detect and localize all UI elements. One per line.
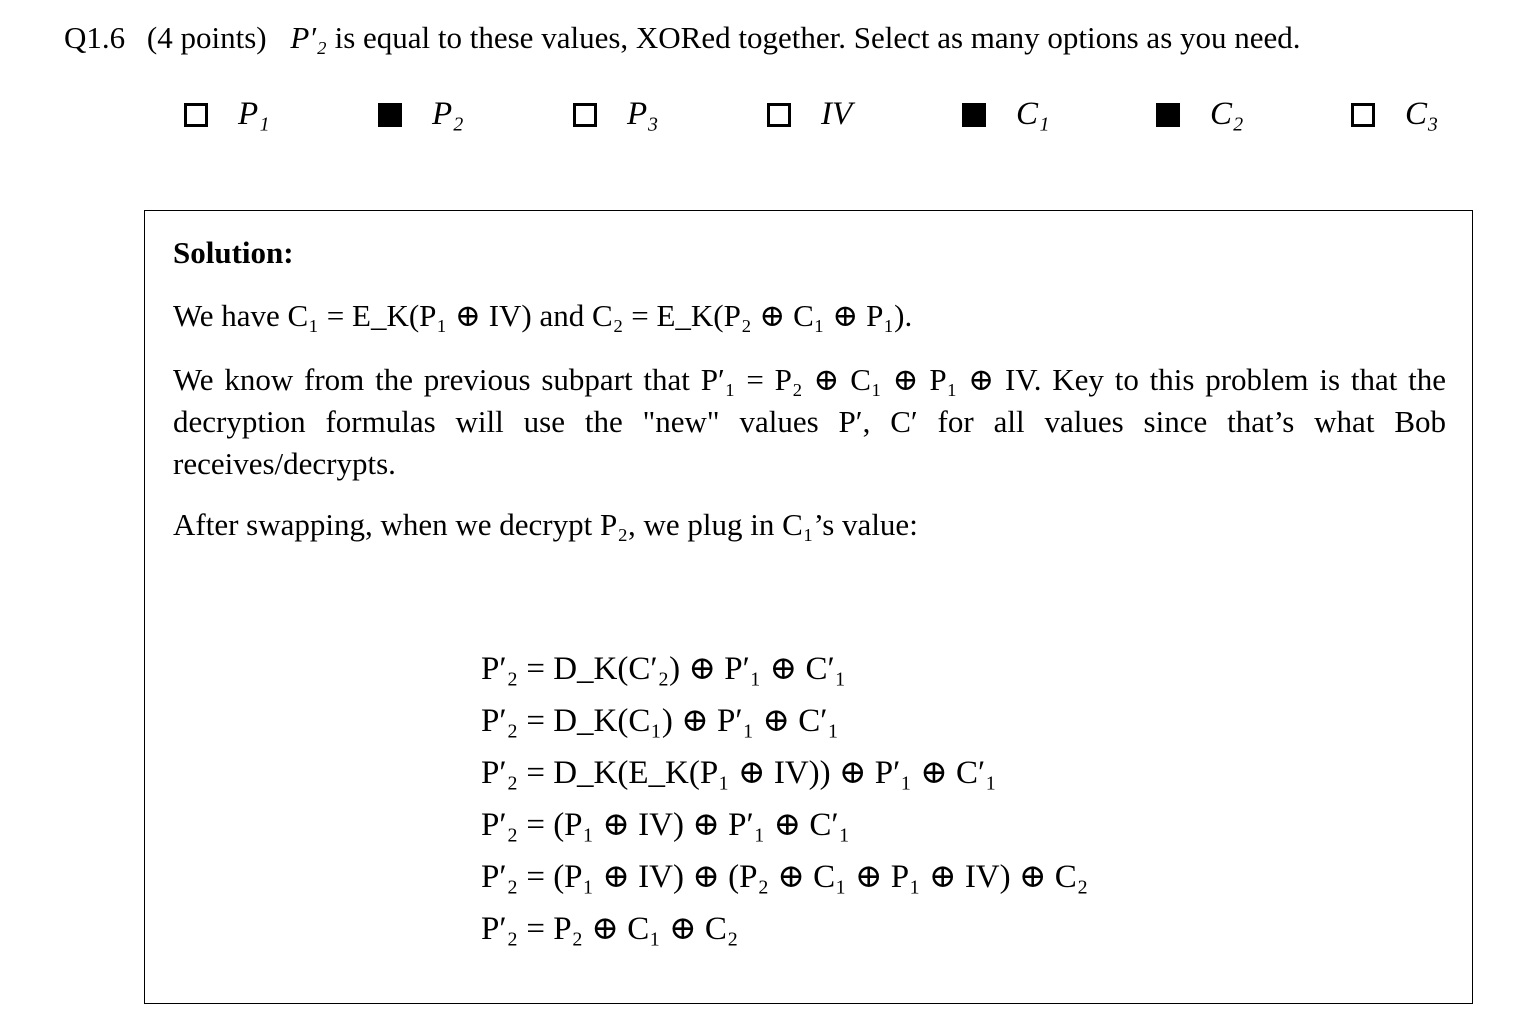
option-p3[interactable] <box>573 96 659 133</box>
option-label: IV <box>821 96 853 132</box>
checkbox-icon[interactable] <box>1351 103 1375 127</box>
option-p2[interactable] <box>378 96 464 133</box>
checkbox-checked-icon[interactable] <box>1156 103 1180 127</box>
question-header <box>64 14 1301 62</box>
option-p1[interactable] <box>184 96 270 133</box>
checkbox-icon[interactable] <box>767 103 791 127</box>
option-label: P₃ <box>627 96 659 132</box>
question-number: Q1.6 <box>64 20 126 55</box>
checkbox-checked-icon[interactable] <box>962 103 986 127</box>
equation-line: P′₂ = D_K(E_K(P₁ ⊕ IV)) ⊕ P′₁ ⊕ C′₁ <box>481 755 997 791</box>
solution-paragraph: We have C₁ = E_K(P₁ ⊕ IV) and C₂ = E_K(P₂ ⊕ C₁ ⊕ P₁). <box>173 298 913 333</box>
answer-options <box>0 96 1531 146</box>
solution-paragraph: After swapping, when we decrypt P₂, we plug in C₁’s value: <box>173 507 918 542</box>
question-subject: P′₂ <box>290 20 327 55</box>
equation-line: P′₂ = D_K(C′₂) ⊕ P′₁ ⊕ C′₁ <box>481 651 847 687</box>
solution-title: Solution: <box>173 235 294 270</box>
option-label: P₂ <box>432 96 464 132</box>
question-points: (4 points) <box>146 20 267 55</box>
option-label: P₁ <box>238 96 270 132</box>
checkbox-checked-icon[interactable] <box>378 103 402 127</box>
checkbox-icon[interactable] <box>184 103 208 127</box>
checkbox-icon[interactable] <box>573 103 597 127</box>
option-c2[interactable] <box>1156 96 1243 133</box>
option-label: C₃ <box>1405 96 1439 132</box>
equation-line: P′₂ = P₂ ⊕ C₁ ⊕ C₂ <box>481 911 739 947</box>
option-c3[interactable] <box>1351 96 1438 133</box>
option-label: C₁ <box>1016 96 1050 132</box>
question-prompt: is equal to these values, XORed together. Select as many options as you need. <box>334 20 1301 55</box>
option-label: C₂ <box>1210 96 1244 132</box>
equation-line: P′₂ = (P₁ ⊕ IV) ⊕ P′₁ ⊕ C′₁ <box>481 807 851 843</box>
equation-line: P′₂ = (P₁ ⊕ IV) ⊕ (P₂ ⊕ C₁ ⊕ P₁ ⊕ IV) ⊕ C₂ <box>481 859 1089 895</box>
solution-box <box>144 210 1473 1004</box>
option-c1[interactable] <box>962 96 1049 133</box>
equation-block <box>481 643 1088 955</box>
option-iv[interactable] <box>767 96 852 133</box>
equation-line: P′₂ = D_K(C₁) ⊕ P′₁ ⊕ C′₁ <box>481 703 839 739</box>
solution-paragraph: We know from the previous subpart that P′₁ = P₂ ⊕ C₁ ⊕ P₁ ⊕ IV. Key to this problem is that the decryption formulas will use the "new" values P′, C′ for all values since that’s what Bob receives/decrypts. <box>173 362 1446 481</box>
